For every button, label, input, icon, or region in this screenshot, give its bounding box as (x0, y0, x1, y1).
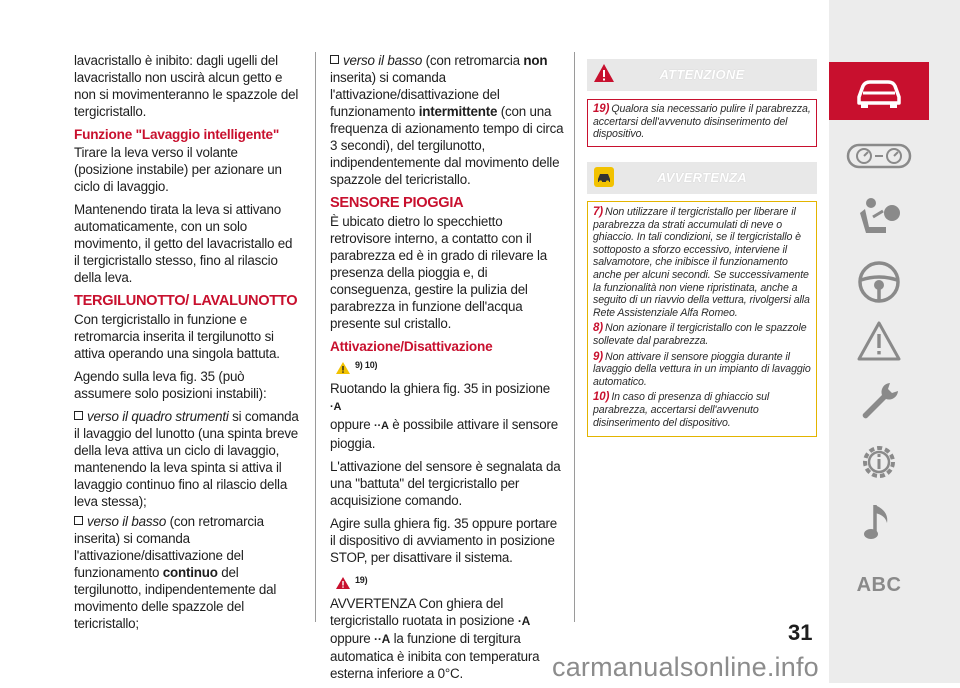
auto-wiper-position-2-icon: ··A (374, 420, 389, 432)
steering-wheel-icon (857, 260, 901, 304)
seat-airbag-icon (856, 195, 902, 239)
paragraph: AVVERTENZA Con ghiera del tergicristallo ruotata in posizione ·A oppure ··A la funzione di tergitura automatica è inibita con temperatura esterna inferiore a 0°C. (330, 596, 540, 681)
bullet-item: verso il quadro strumenti si comanda il lavaggio del lunotto (una spinta breve della leva attiva un ciclo di lavaggio, mantenendo la leva spinta si attiva il lavaggio continuo fino al rilascio della leva stessa); (74, 409, 299, 509)
music-note-icon (861, 501, 897, 545)
warning-item: 8) Non azionare il tergicristallo con le spazzole sollevate dal parabrezza. (593, 322, 807, 347)
sidebar-item-safety[interactable] (829, 188, 929, 246)
paragraph: Ruotando la ghiera fig. 35 in posizione ·A oppure ··A è possibile attivare il sensore pioggia. (330, 381, 558, 451)
paragraph: È ubicato dietro lo specchietto retrovisore interno, a contatto con il parabrezza ed è in grado di rilevare la presenza della pioggia e, di conseguenza, gestire la pulizia del parabrezza in funzione dell'acqua presente sul cristallo. (330, 214, 547, 331)
auto-wiper-position-icon: ·A (517, 614, 531, 628)
bullet-square-icon (330, 55, 339, 64)
bullet-item: verso il basso (con retromarcia non inserita) si comanda l'attivazione/disattivazione del funzionamento intermittente (con una frequenza di azionamento tempo di circa 3 secondi), del tergilunotto, indipendentemente dal movimento delle spazzole del tericristallo. (330, 53, 564, 187)
bullet-square-icon (74, 516, 83, 525)
bullet-item: verso il basso (con retromarcia inserita) si comanda l'attivazione/disattivazione del funzionamento continuo del tergilunotto, indipendentemente dal movimento delle spazzole del tericristallo; (74, 514, 277, 631)
sidebar-item-maintenance[interactable] (829, 372, 929, 430)
column-1 (74, 52, 300, 635)
column-divider (574, 52, 575, 622)
section-heading: TERGILUNOTTO/ LAVALUNOTTO (74, 293, 298, 309)
sidebar-item-emergency[interactable] (829, 312, 929, 370)
attention-body (587, 99, 817, 147)
watermark: carmanualsonline.info (552, 652, 819, 682)
warning-item: 7) Non utilizzare il tergicristallo per liberare il parabrezza da strati accumulati di neve o ghiaccio. In tali condizioni, se il tergicristallo è sottoposto a sforzo eccessivo, interviene il salvamotore, che inibisce il funzionamento anche per alcuni secondi. Se successivamente la funzionalità non viene ripristinata, anche a seguito di un riavvio della vettura, rivolgersi alla Rete Assistenziale Alfa Romeo. (593, 206, 810, 319)
section-heading: SENSORE PIOGGIA (330, 195, 464, 211)
paragraph: L'attivazione del sensore è segnalata da una "battuta" del tergicristallo per acquisizione comando. (330, 459, 561, 508)
warning-header (587, 162, 817, 194)
sidebar-item-car[interactable] (829, 62, 929, 120)
warning-body (587, 201, 817, 437)
technical-data-gear-icon (856, 439, 902, 485)
paragraph: Con tergicristallo in funzione e retromarcia inserita il tergilunotto si attiva operando una singola battuta. (74, 312, 280, 361)
paragraph: Agire sulla ghiera fig. 35 oppure portare il dispositivo di avviamento in posizione STOP, per disattivare il sistema. (330, 516, 558, 565)
sidebar-item-multimedia[interactable] (829, 494, 929, 552)
column-2 (330, 52, 564, 688)
paragraph: Mantenendo tirata la leva si attivano automaticamente, con un solo movimento, il getto del lavacristallo ed il tergicristallo stesso, fino al rilascio della leva. (74, 202, 293, 285)
sidebar-item-dashboard[interactable] (829, 127, 929, 185)
paragraph: Agendo sulla leva fig. 35 (può assumere solo posizioni instabili): (74, 369, 267, 401)
section-heading: Attivazione/Disattivazione (330, 339, 493, 354)
auto-wiper-position-2-icon: ··A (374, 632, 391, 646)
sidebar-item-index[interactable] (829, 556, 929, 614)
attention-small-icon (336, 576, 350, 593)
warning-item: 9) Non attivare il sensore pioggia durante il lavaggio della vettura in un impianto di lavaggio automatico. (593, 350, 811, 388)
abc-index-icon: ABC (856, 573, 902, 596)
intro-paragraph: lavacristallo è inibito: dagli ugelli del lavacristallo non uscirà alcun getto e non si movimenteranno le spazzole del tergicristallo. (74, 53, 299, 119)
paragraph: Tirare la leva verso il volante (posizione instabile) per azionare un ciclo di lavaggio. (74, 145, 282, 194)
car-icon (849, 71, 909, 111)
ref-line: 9) 10) (336, 357, 564, 378)
warning-item: 10) In caso di presenza di ghiaccio sul parabrezza, accertarsi dell'avvenuto disinserimento del dispositivo. (593, 391, 770, 429)
sidebar-item-driving[interactable] (829, 253, 929, 311)
warning-title: AVVERTENZA (657, 170, 747, 185)
warning-triangle-icon (856, 320, 902, 362)
bullet-square-icon (74, 411, 83, 420)
warning-small-icon (336, 361, 350, 378)
column-divider (315, 52, 316, 622)
attention-title: ATTENZIONE (659, 67, 745, 82)
page-number: 31 (788, 620, 813, 645)
auto-wiper-position-icon: ·A (330, 401, 342, 413)
attention-header (587, 59, 817, 91)
sidebar-item-technical-data[interactable] (829, 433, 929, 491)
attention-item: 19) Qualora sia necessario pulire il parabrezza, accertarsi dell'avvenuto disinserimento del dispositivo. (593, 103, 811, 141)
section-heading: Funzione "Lavaggio intelligente" (74, 127, 280, 142)
dashboard-gauges-icon (846, 141, 912, 171)
ref-line: 19) (336, 572, 564, 593)
wrench-icon (857, 379, 901, 423)
